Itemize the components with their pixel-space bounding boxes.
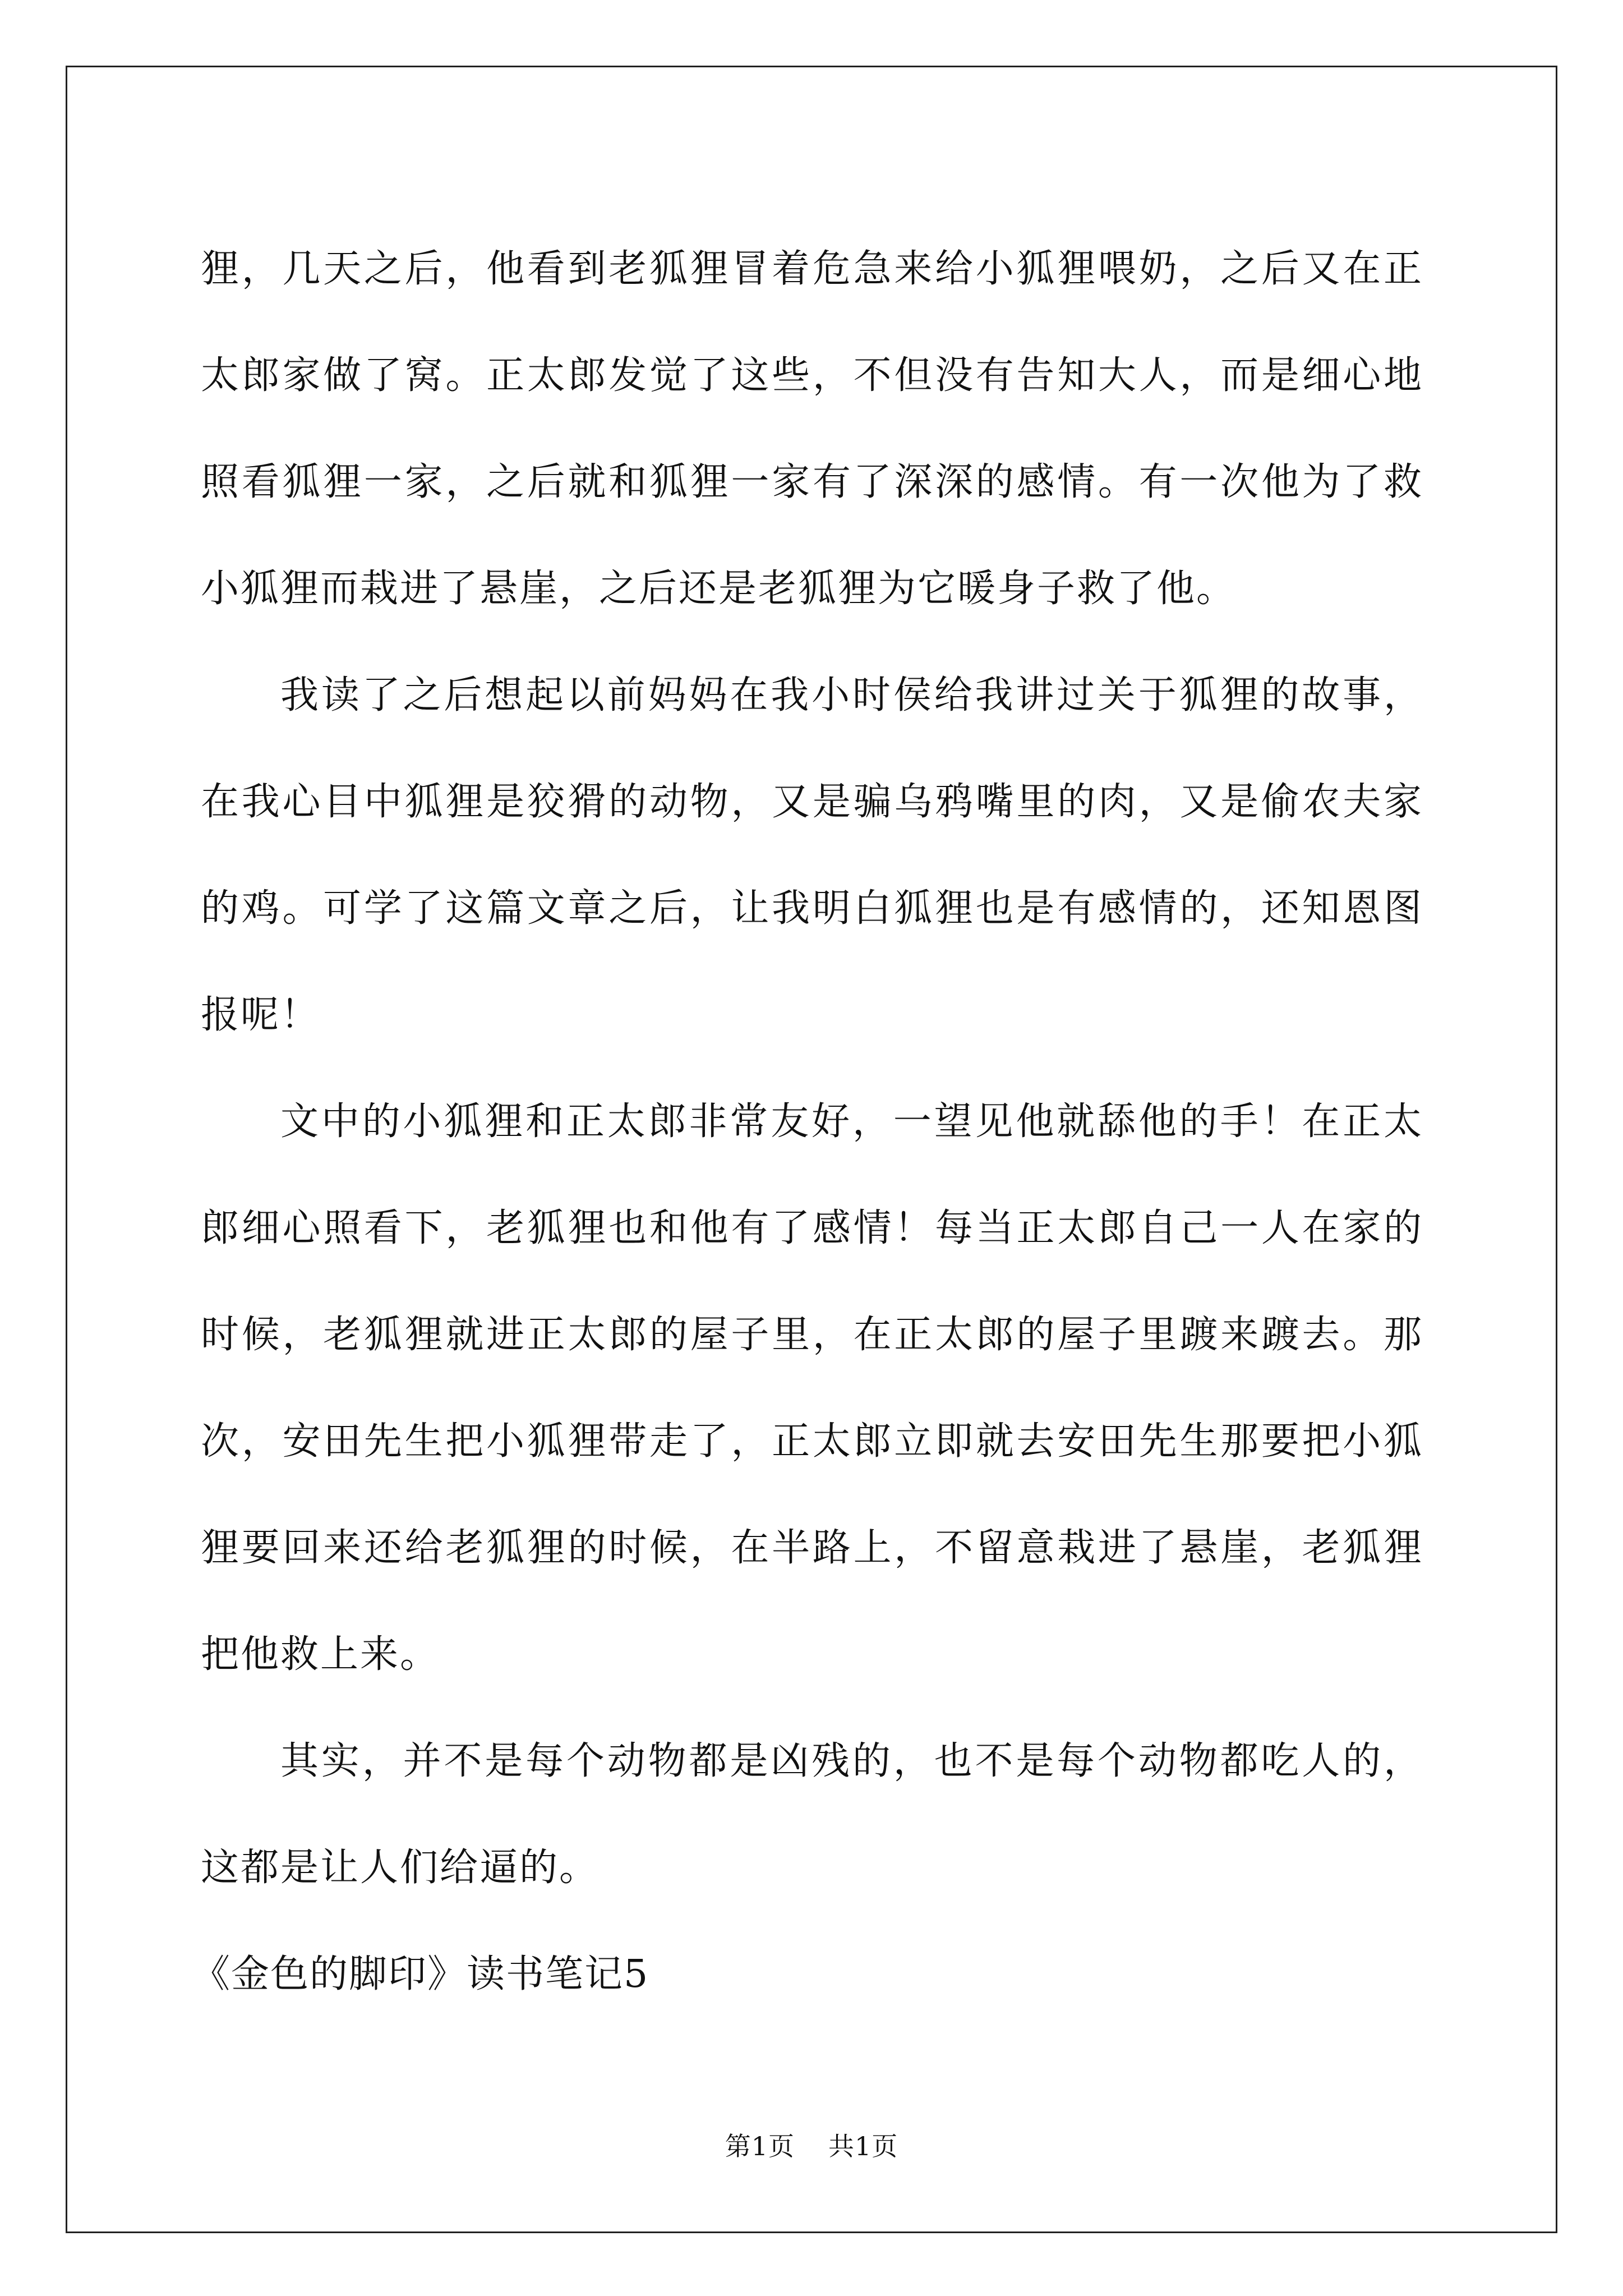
- paragraph-1: 狸，几天之后，他看到老狐狸冒着危急来给小狐狸喂奶，之后又在正太郎家做了窝。正太郎发觉了这些，不但没有告知大人，而是细心地照看狐狸一家，之后就和狐狸一家有了深深的感情。有一次他为了救小狐狸而栽进了悬崖，之后还是老狐狸为它暖身子救了他。: [201, 247, 1423, 611]
- paragraph-4: 其实，并不是每个动物都是凶残的，也不是每个动物都吃人的，这都是让人们给逼的。: [201, 1739, 1423, 1890]
- page-footer: [0, 2126, 1623, 2163]
- paragraph-3: 文中的小狐狸和正太郎非常友好，一望见他就舔他的手！在正太郎细心照看下，老狐狸也和他有了感情！每当正太郎自己一人在家的时候，老狐狸就进正太郎的屋子里，在正太郎的屋子里踱来踱去。那次，安田先生把小狐狸带走了，正太郎立即就去安田先生那要把小狐狸要回来还给老狐狸的时候，在半路上，不留意栽进了悬崖，老狐狸把他救上来。: [201, 1099, 1423, 1677]
- section-heading: 《金色的脚印》读书笔记5: [192, 1952, 649, 1996]
- page-number-total: 共1页: [828, 2131, 898, 2161]
- paragraph-2: 我读了之后想起以前妈妈在我小时侯给我讲过关于狐狸的故事，在我心目中狐狸是狡猾的动物，又是骗乌鸦嘴里的肉，又是偷农夫家的鸡。可学了这篇文章之后，让我明白狐狸也是有感情的，还知恩图报呢！: [201, 673, 1423, 1037]
- page-number-current: 第1页: [725, 2131, 795, 2161]
- document-body: [192, 216, 1423, 2028]
